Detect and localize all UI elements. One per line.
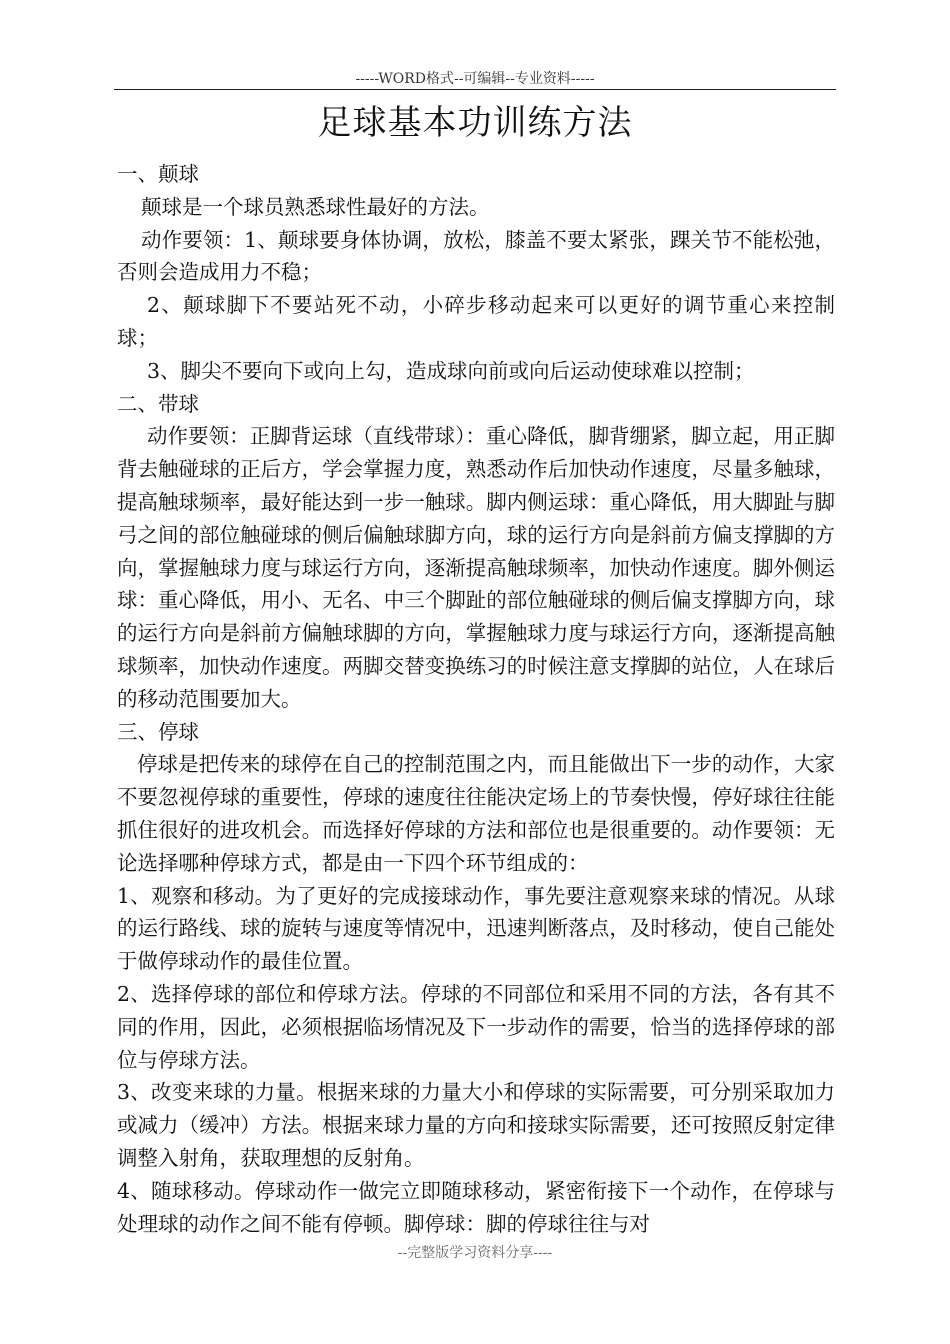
section-heading-dribbling: 二、带球 xyxy=(117,391,199,416)
section-heading-trapping: 三、停球 xyxy=(117,719,199,744)
page-footer: --完整版学习资料分享---- xyxy=(397,1245,553,1261)
paragraph: 动作要领：1、颠球要身体协调，放松，膝盖不要太紧张，踝关节不能松弛，否则会造成用力不稳； xyxy=(117,227,835,285)
document-body xyxy=(117,158,835,1240)
paragraph: 2、颠球脚下不要站死不动，小碎步移动起来可以更好的调节重心来控制球； xyxy=(117,293,835,350)
list-item: 3、改变来球的力量。根据来球的力量大小和停球的实际需要，可分别采取加力或减力（缓冲）方法。根据来球力量的方向和接球实际需要，还可按照反射定律调整入射角，获取理想的反射角。 xyxy=(117,1080,835,1170)
header-divider xyxy=(114,89,836,90)
page-header: -----WORD格式--可编辑--专业资料----- xyxy=(355,71,595,87)
paragraph: 动作要领：正脚背运球（直线带球）：重心降低，脚背绷紧，脚立起，用正脚背去触碰球的正后方，学会掌握力度，熟悉动作后加快动作速度，尽量多触球，提高触球频率，最好能达到一步一触球。脚内侧运球：重心降低，用大脚趾与脚弓之间的部位触碰球的侧后偏触球脚方向，球的运行方向是斜前方偏支撑脚的方向，掌握触球力度与球运行方向，逐渐提高触球频率，加快动作速度。脚外侧运球：重心降低，用小、无名、中三个脚趾的部位触碰球的侧后偏支撑脚方向，球的运行方向是斜前方偏触球脚的方向，掌握触球力度与球运行方向，逐渐提高触球频率，加快动作速度。两脚交替变换练习的时候注意支撑脚的站位，人在球后的移动范围要加大。 xyxy=(117,424,835,711)
paragraph: 3、脚尖不要向下或向上勾，造成球向前或向后运动使球难以控制； xyxy=(147,358,755,383)
list-item: 2、选择停球的部位和停球方法。停球的不同部位和采用不同的方法，各有其不同的作用，因此，必须根据临场情况及下一步动作的需要，恰当的选择停球的部位与停球方法。 xyxy=(117,981,835,1072)
document-title: 足球基本功训练方法 xyxy=(317,103,633,143)
paragraph: 停球是把传来的球停在自己的控制范围之内，而且能做出下一步的动作，大家不要忽视停球的重要性，停球的速度往往能决定场上的节奏快慢，停好球往往能抓住很好的进攻机会。而选择好停球的方法和部位也是很重要的。动作要领：无论选择哪种停球方式，都是由一下四个环节组成的： xyxy=(117,752,835,875)
paragraph: 颠球是一个球员熟悉球性最好的方法。 xyxy=(141,194,490,219)
list-item: 1、观察和移动。为了更好的完成接球动作，事先要注意观察来球的情况。从球的运行路线、球的旋转与速度等情况中，迅速判断落点，及时移动，使自己能处于做停球动作的最佳位置。 xyxy=(117,883,835,974)
section-heading-juggling: 一、颠球 xyxy=(117,162,199,186)
list-item: 4、随球移动。停球动作一做完立即随球移动，紧密衔接下一个动作，在停球与处理球的动作之间不能有停顿。脚停球：脚的停球往往与对 xyxy=(117,1178,835,1236)
